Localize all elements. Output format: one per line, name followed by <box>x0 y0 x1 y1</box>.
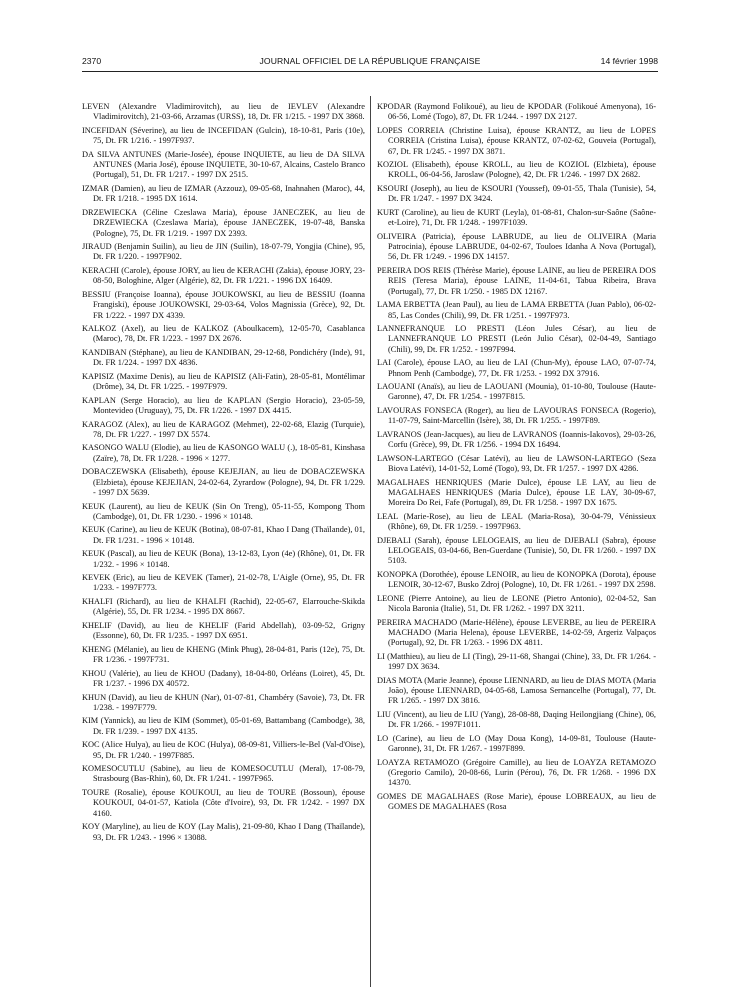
name-change-entry: KANDIBAN (Stéphane), au lieu de KANDIBAN, 29-12-68, Pondichéry (Inde), 91, Dt. FR 1/224. - 1997 DX 4836. <box>82 347 365 368</box>
name-change-entry: LOAYZA RETAMOZO (Grégoire Camille), au lieu de LOAYZA RETAMOZO (Gregorio Camilo), 20-08-66, Lurin (Pérou), 76, Dt. FR 1/268. - 1996 DX 14370. <box>377 757 656 788</box>
name-change-entry: BESSIU (Françoise Ioanna), épouse JOUKOWSKI, au lieu de BESSIU (Ioanna Frangiski), épouse JOUKOWSKI, 29-03-64, Volos Magnissia (Grèce), 92, Dt. FR 1/222. - 1997 DX 4339. <box>82 289 365 320</box>
name-change-entry: LEAL (Marie-Rose), au lieu de LEAL (Maria-Rosa), 30-04-79, Vénissieux (Rhône), 69, Dt. FR 1/259. - 1997F963. <box>377 511 656 532</box>
name-change-entry: KHELIF (David), au lieu de KHELIF (Farid Abdellah), 03-09-52, Grigny (Essonne), 60, Dt. FR 1/235. - 1997 DX 6951. <box>82 620 365 641</box>
left-column <box>82 102 365 846</box>
name-change-entry: DOBACZEWSKA (Elisabeth), épouse KEJEJIAN, au lieu de DOBACZEWSKA (Elzbieta), épouse KEJEJIAN, 24-02-64, Zyrardow (Pologne), 94, Dt. FR 1/229. - 1997 DX 5639. <box>82 467 365 497</box>
name-change-entry: LAOUANI (Anaïs), au lieu de LAOUANI (Mounia), 01-10-80, Toulouse (Haute-Garonne), 47, Dt. FR 1/254. - 1997F815. <box>377 382 656 402</box>
name-change-entry: LAI (Carole), épouse LAO, au lieu de LAI (Chun-My), épouse LAO, 07-07-74, Phnom Penh (Cambodge), 77, Dt. FR 1/253. - 1992 DX 37916. <box>377 358 656 378</box>
name-change-entry: KHENG (Mélanie), au lieu de KHENG (Mink Phug), 28-04-81, Paris (12e), 75, Dt. FR 1/236. - 1997F731. <box>82 644 365 665</box>
name-change-entry: LOPES CORREIA (Christine Luisa), épouse KRANTZ, au lieu de LOPES CORREIA (Cristina Luisa), épouse KRANTZ, 07-02-62, Gouveia (Portugal), 67, Dt. FR 1/245. - 1997 DX 3871. <box>377 125 656 156</box>
name-change-entry: OLIVEIRA (Patricia), épouse LABRUDE, au lieu de OLIVEIRA (Maria Patrocinia), épouse LABRUDE, 04-02-67, Touloes Idanha A Nova (Portugal), 56, Dt. FR 1/249. - 1996 DX 14157. <box>377 231 656 262</box>
column-divider <box>370 96 371 987</box>
name-change-entry: KHALFI (Richard), au lieu de KHALFI (Rachid), 22-05-67, Elarrouche-Skikda (Algérie), 55, Dt. FR 1/234. - 1995 DX 8667. <box>82 597 365 617</box>
name-change-entry: KALKOZ (Axel), au lieu de KALKOZ (Aboulkacem), 12-05-70, Casablanca (Maroc), 78, Dt. FR 1/223. - 1997 DX 2676. <box>82 324 365 344</box>
name-change-entry: KOY (Maryline), au lieu de KOY (Lay Malis), 21-09-80, Khao I Dang (Thaïlande), 93, Dt. FR 1/243. - 1996 × 13088. <box>82 822 365 842</box>
name-change-entry: MAGALHAES HENRIQUES (Marie Dulce), épouse LE LAY, au lieu de MAGALHAES HENRIQUES (Maria Dulce), épouse LE LAY, 30-09-67, Moreira Do Rei, Fafe (Portugal), 89, Dt. FR 1/258. - 1997 DX 1675. <box>377 477 656 508</box>
name-change-entry: DRZEWIECKA (Céline Czeslawa Maria), épouse JANECZEK, au lieu de DRZEWIECKA (Czeslawa Maria), épouse JANECZEK, 19-07-48, Banska (Pologne), 75, Dt. FR 1/219. - 1997 DX 2393. <box>82 207 365 238</box>
name-change-entry: LANNEFRANQUE LO PRESTI (Léon Jules César), au lieu de LANNEFRANQUE LO PRESTI (León Julio César), 02-04-49, Santiago (Chili), 99, Dt. FR 1/252. - 1997F994. <box>377 324 656 354</box>
name-change-entry: LAVOURAS FONSECA (Roger), au lieu de LAVOURAS FONSECA (Rogerio), 11-07-79, Saint-Marcellin (Isère), 38, Dt. FR 1/255. - 1997F89. <box>377 406 656 426</box>
header-rule <box>82 71 658 72</box>
name-change-entry: PEREIRA MACHADO (Marie-Hélène), épouse LEVERBE, au lieu de PEREIRA MACHADO (Maria Helena), épouse LEVERBE, 14-02-59, Argeriz Valpaços (Portugal), 92, Dt. FR 1/263. - 1996 DX 4811. <box>377 617 656 648</box>
name-change-entry: KSOURI (Joseph), au lieu de KSOURI (Youssef), 09-01-55, Thala (Tunisie), 54, Dt. FR 1/247. - 1997 DX 3424. <box>377 183 656 204</box>
name-change-entry: KIM (Yannick), au lieu de KIM (Sommet), 05-01-69, Battambang (Cambodge), 38, Dt. FR 1/239. - 1997 DX 4135. <box>82 716 365 736</box>
journal-title: JOURNAL OFFICIEL DE LA RÉPUBLIQUE FRANÇAISE <box>259 56 481 66</box>
name-change-entry: DJEBALI (Sarah), épouse LELOGEAIS, au lieu de DJEBALI (Sabra), épouse LELOGEAIS, 03-04-66, Ben-Guerdane (Tunisie), 50, Dt. FR 1/260. - 1997 DX 5103. <box>377 535 656 566</box>
name-change-entry: PEREIRA DOS REIS (Thérèse Marie), épouse LAINE, au lieu de PEREIRA DOS REIS (Teresa Maria), épouse LAINE, 11-04-61, Tabua Ribeira, Brava (Portugal), 77, Dt. FR 1/250. - 1985 DX 12167. <box>377 265 656 296</box>
name-change-entry: KONOPKA (Dorothée), épouse LENOIR, au lieu de KONOPKA (Dorota), épouse LENOIR, 30-12-67, Busko Zdroj (Pologne), 10, Dt. FR 1/261. - 1997 DX 2598. <box>377 569 656 590</box>
name-change-entry: KOC (Alice Hulya), au lieu de KOC (Hulya), 08-09-81, Villiers-le-Bel (Val-d'Oise), 95, Dt. FR 1/240. - 1997F885. <box>82 740 365 760</box>
name-change-entry: LEONE (Pierre Antoine), au lieu de LEONE (Pietro Antonio), 02-04-52, San Nicola Baronia (Italie), 51, Dt. FR 1/262. - 1997 DX 3211. <box>377 593 656 614</box>
name-change-entry: LO (Carine), au lieu de LO (May Doua Kong), 14-09-81, Toulouse (Haute-Garonne), 31, Dt. FR 1/267. - 1997F899. <box>377 733 656 754</box>
name-change-entry: LEVEN (Alexandre Vladimirovitch), au lieu de IEVLEV (Alexandre Vladimirovitch), 21-03-66, Arzamas (URSS), 18, Dt. FR 1/215. - 1997 DX 3868. <box>82 102 365 122</box>
name-change-entry: KAPLAN (Serge Horacio), au lieu de KAPLAN (Sergio Horacio), 23-05-59, Montevideo (Uruguay), 75, Dt. FR 1/226. - 1997 DX 4415. <box>82 395 365 415</box>
name-change-entry: KARAGOZ (Alex), au lieu de KARAGOZ (Mehmet), 22-02-68, Elazig (Turquie), 78, Dt. FR 1/227. - 1997 DX 5574. <box>82 419 365 439</box>
name-change-entry: KAPISIZ (Maxime Denis), au lieu de KAPISIZ (Ali-Fatin), 28-05-81, Montélimar (Drôme), 34, Dt. FR 1/225. - 1997F979. <box>82 371 365 392</box>
name-change-entry: LAVRANOS (Jean-Jacques), au lieu de LAVRANOS (Ioannis-Iakovos), 29-03-26, Corfu (Grèce), 99, Dt. FR 1/256. - 1994 DX 16494. <box>377 429 656 450</box>
name-change-entry: KOMESOCUTLU (Sabine), au lieu de KOMESOCUTLU (Meral), 17-08-79, Strasbourg (Bas-Rhin), 60, Dt. FR 1/241. - 1997F965. <box>82 764 365 784</box>
name-change-entry: TOURE (Rosalie), épouse KOUKOUI, au lieu de TOURE (Bossoun), épouse KOUKOUI, 04-01-57, Katiola (Côte d'Ivoire), 93, Dt. FR 1/242. - 1997 DX 4160. <box>82 788 365 818</box>
name-change-entry: GOMES DE MAGALHAES (Rose Marie), épouse LOBREAUX, au lieu de GOMES DE MAGALHAES (Rosa <box>377 791 656 812</box>
name-change-entry: JIRAUD (Benjamin Suilin), au lieu de JIN (Suilin), 18-07-79, Yongjia (Chine), 95, Dt. FR 1/220. - 1997F902. <box>82 242 365 262</box>
name-change-entry: KOZIOL (Elisabeth), épouse KROLL, au lieu de KOZIOL (Elzbieta), épouse KROLL, 06-04-56, Jaroslaw (Pologne), 42, Dt. FR 1/246. - 1997 DX 2682. <box>377 160 656 180</box>
name-change-entry: KURT (Caroline), au lieu de KURT (Leyla), 01-08-81, Chalon-sur-Saône (Saône-et-Loire), 71, Dt. FR 1/248. - 1997F1039. <box>377 207 656 228</box>
name-change-entry: KHOU (Valérie), au lieu de KHOU (Dadany), 18-04-80, Orléans (Loiret), 45, Dt. FR 1/237. - 1996 DX 40572. <box>82 668 365 688</box>
name-change-entry: KEUK (Pascal), au lieu de KEUK (Bona), 13-12-83, Lyon (4e) (Rhône), 01, Dt. FR 1/232. - 1996 × 10148. <box>82 549 365 569</box>
name-change-entry: KPODAR (Raymond Folikoué), au lieu de KPODAR (Folikoué Amenyona), 16-06-56, Lomé (Togo), 87, Dt. FR 1/244. - 1997 DX 2127. <box>377 102 656 122</box>
name-change-entry: LIU (Vincent), au lieu de LIU (Yang), 28-08-88, Daqing Heilongjiang (Chine), 06, Dt. FR 1/266. - 1997F1011. <box>377 710 656 730</box>
name-change-entry: KASONGO WALU (Elodie), au lieu de KASONGO WALU (.), 18-05-81, Kinshasa (Zaïre), 78, Dt. FR 1/228. - 1996 × 1277. <box>82 443 365 463</box>
name-change-entry: KHUN (David), au lieu de KHUN (Nar), 01-07-81, Chambéry (Savoie), 73, Dt. FR 1/238. - 1997F779. <box>82 692 365 712</box>
name-change-entry: LI (Matthieu), au lieu de LI (Ting), 29-11-68, Shangai (Chine), 33, Dt. FR 1/264. - 1997 DX 3634. <box>377 651 656 672</box>
right-column <box>377 102 656 816</box>
name-change-entry: KERACHI (Carole), épouse JORY, au lieu de KERACHI (Zakia), épouse JORY, 23-08-50, Bologhine, Alger (Algérie), 82, Dt. FR 1/221. - 1996 DX 16409. <box>82 265 365 286</box>
name-change-entry: DA SILVA ANTUNES (Marie-Josée), épouse INQUIETE, au lieu de DA SILVA ANTUNES (Maria José), épouse INQUIETE, 30-10-67, Alcains, Castelo Branco (Portugal), 51, Dt. FR 1/217. - 1997 DX 2515. <box>82 149 365 180</box>
name-change-entry: KEUK (Carine), au lieu de KEUK (Botina), 08-07-81, Khao I Dang (Thaïlande), 01, Dt. FR 1/231. - 1996 × 10148. <box>82 525 365 545</box>
name-change-entry: IZMAR (Damien), au lieu de IZMAR (Azzouz), 09-05-68, Inahnahen (Maroc), 44, Dt. FR 1/218. - 1995 DX 1614. <box>82 183 365 204</box>
page-header <box>82 56 658 70</box>
name-change-entry: LAWSON-LARTEGO (César Latévi), au lieu de LAWSON-LARTEGO (Seza Biova Latévi), 14-01-52, Lomé (Togo), 93, Dt. FR 1/257. - 1997 DX 4286. <box>377 453 656 474</box>
publication-date: 14 février 1998 <box>600 56 658 66</box>
name-change-entry: KEUK (Laurent), au lieu de KEUK (Sin On Treng), 05-11-55, Kompong Thom (Cambodge), 01, Dt. FR 1/230. - 1996 × 10148. <box>82 501 365 521</box>
name-change-entry: LAMA ERBETTA (Jean Paul), au lieu de LAMA ERBETTA (Juan Pablo), 06-02-85, Las Condes (Chili), 99, Dt. FR 1/251. - 1997F973. <box>377 300 656 320</box>
name-change-entry: INCEFIDAN (Séverine), au lieu de INCEFIDAN (Gulcin), 18-10-81, Paris (10e), 75, Dt. FR 1/216. - 1997F937. <box>82 125 365 146</box>
page-number: 2370 <box>82 56 102 66</box>
name-change-entry: KEVEK (Eric), au lieu de KEVEK (Tamer), 21-02-78, L'Aigle (Orne), 95, Dt. FR 1/233. - 1997F773. <box>82 573 365 593</box>
name-change-entry: DIAS MOTA (Marie Jeanne), épouse LIENNARD, au lieu de DIAS MOTA (Maria João), épouse LIENNARD, 04-05-68, Lamosa Sernancelhe (Portugal), 77, Dt. FR 1/265. - 1997 DX 3816. <box>377 675 656 706</box>
